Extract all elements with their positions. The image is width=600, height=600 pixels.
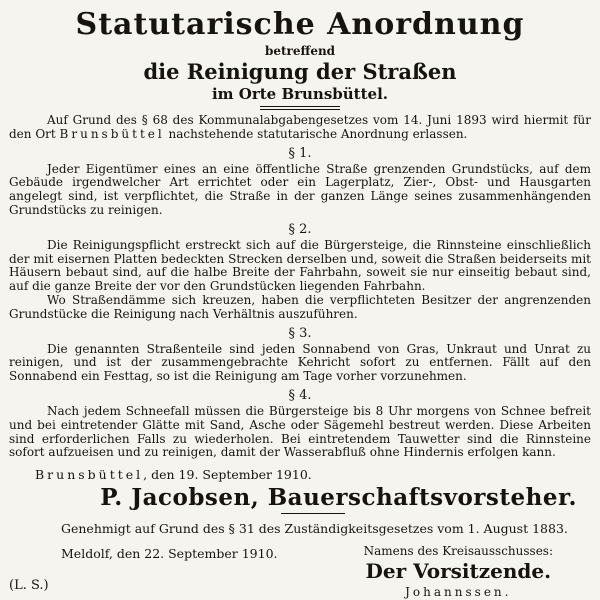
dateline bbox=[35, 467, 591, 482]
section-1-paragraph: Jeder Eigentümer eines an eine öffentliche Straße grenzenden Grundstücks, auf dem Gebäude irgendwelcher Art errichtet oder ein Lagerplatz, Zier-, Obst- und Hausgarten angelegt sind, ist verpflichtet, die Straße in der ganzen Länge seines zusammenhängenden Grundstücks zu reinigen. bbox=[9, 161, 591, 217]
section-3-paragraph: Die genannten Straßenteile sind jeden Sonnabend von Gras, Unkraut und Unrat zu reinigen, und ist der zusammengebrachte Kehricht sofort zu entfernen. Fällt auf den Sonnabend ein Festtag, so ist die Reinigung am Tage vorher vorzunehmen. bbox=[9, 341, 591, 384]
approval-statement: Genehmigt auf Grund des § 31 des Zuständigkeitsgesetzes vom 1. August 1883. bbox=[61, 521, 568, 537]
section-2 bbox=[9, 222, 591, 322]
subtitle-betreffend: betreffend bbox=[264, 44, 336, 58]
closing-block bbox=[364, 544, 553, 599]
section-2-paragraph-2: Wo Straßendämme sich kreuzen, haben die verpflichteten Besitzer der angrenzenden Grundstücke die Reinigung nach Verhältnis auszuführen. bbox=[9, 292, 591, 321]
intro-city-emphasis: Brunsbüttel bbox=[59, 126, 165, 141]
document-header bbox=[9, 7, 591, 110]
subtitle-main: die Reinigung der Straßen bbox=[143, 59, 457, 84]
closing-on-behalf: Namens des Kreisausschusses: bbox=[363, 544, 553, 559]
closing-signer-name: Johannssen. bbox=[405, 585, 512, 600]
approval-dateline: Meldolf, den 22. September 1910. bbox=[61, 546, 278, 562]
section-4-paragraph: Nach jedem Schneefall müssen die Bürgersteige bis 8 Uhr morgens von Schnee befreit und bei eintretender Glätte mit Sand, Asche oder Sägemehl bestreut werden. Diese Arbeiten sind erforderlichen Falls zu wiederholen. Bei eintretendem Tauwetter sind die Rinnsteine sofort aufzueisen und zu reinigen, damit der Wasserabfluß ohne Hindernis erfolgen kann. bbox=[9, 403, 591, 460]
section-4 bbox=[9, 388, 591, 460]
section-2-heading: § 2. bbox=[288, 221, 312, 237]
signature-underline bbox=[281, 513, 345, 514]
section-4-heading: § 4. bbox=[288, 387, 312, 403]
subtitle-place: im Orte Brunsbüttel. bbox=[211, 85, 388, 103]
ornamental-divider bbox=[260, 106, 340, 110]
intro-text-before: Auf Grund des § 68 des Kommunalabgabengesetzes vom 14. Juni 1893 wird hiermit für den Ort bbox=[9, 113, 591, 141]
section-1 bbox=[9, 146, 591, 218]
dateline-rest: , den 19. September 1910. bbox=[143, 467, 312, 483]
signature-line: P. Jacobsen, Bauerschaftsvorsteher. bbox=[100, 484, 577, 512]
section-3-heading: § 3. bbox=[288, 325, 312, 341]
section-2-paragraph-1: Die Reinigungspflicht erstreckt sich auf die Bürgersteige, die Rinnsteine einschließlich der mit eisernen Platten bedeckten Strecken derselben und, soweit die Straßen beiderseits mit Häusern bebaut sind, auf die halbe Breite der Fahrbahn, soweit sie nur einseitig bebaut sind, auf die ganze Breite der vor den Grundstücken liegenden Fahrbahn. bbox=[9, 237, 591, 294]
bottom-row bbox=[9, 544, 591, 599]
section-1-heading: § 1. bbox=[288, 145, 312, 161]
document-title: Statutarische Anordnung bbox=[75, 7, 525, 42]
seal-abbreviation: (L. S.) bbox=[9, 578, 49, 593]
section-3 bbox=[9, 326, 591, 384]
dateline-city: Brunsbüttel bbox=[35, 467, 144, 483]
intro-paragraph bbox=[9, 114, 591, 142]
closing-chairman-title: Der Vorsitzende. bbox=[365, 559, 552, 584]
intro-text-after: nachstehende statutarische Anordnung erlassen. bbox=[164, 126, 468, 141]
